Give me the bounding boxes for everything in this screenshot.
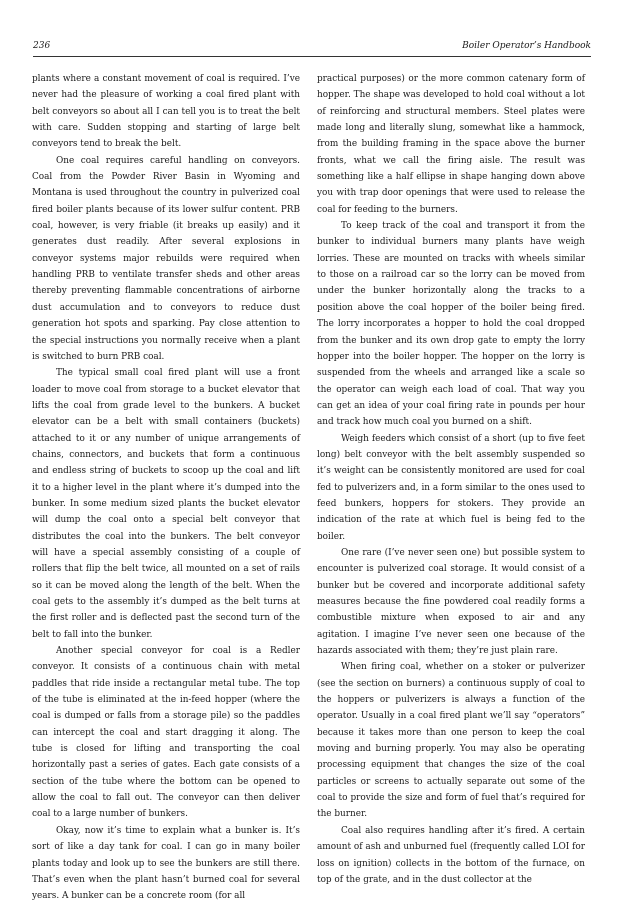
page-number: 236 — [33, 41, 51, 51]
paragraph: Another special conveyor for coal is a Redler conveyor. It consists of a continuous chain with metal paddles that ride inside a rectangular metal tube. The top of the tube is eliminated at the in-feed hopper (where the coal is dumped or falls from a storage pile) so the paddles can intercept the coal and start dragging it along. The tube is closed for lifting and transporting the coal horizontally past a series of gates. Each gate consists of a section of the tube where the bottom can be opened to allow the coal to fall out. The conveyor can then deliver coal to a large number of bunkers. — [32, 646, 300, 820]
paragraph: To keep track of the coal and transport it from the bunker to individual burners many plants have weigh lorries. These are mounted on tracks with wheels similar to those on a railroad car so the lorry can be moved from under the bunker horizontally along the tracks to a position above the coal hopper of the boiler being fired. The lorry incorporates a hopper to hold the coal dropped from the bunker and its own drop gate to empty the lorry hopper into the boiler hopper. The hopper on the lorry is suspended from the wheels and arranged like a scale so the operator can weigh each load of coal. That way you can get an idea of your coal firing rate in pounds per hour and track how much coal you burned on a shift. — [317, 221, 585, 428]
paragraph: plants where a constant movement of coal is required. I’ve never had the pleasure of working a coal fired plant with belt conveyors so about all I can tell you is to treat the belt with care. Sudden stopping and starting of large belt conveyors tend to break the belt. — [32, 74, 300, 150]
running-head: Boiler Operator’s Handbook — [462, 41, 591, 51]
paragraph: Weigh feeders which consist of a short (up to five feet long) belt conveyor with the belt assembly suspended so it’s weight can be consistently monitored are used for coal fed to pulverizers and, in a form similar to the ones used to feed bunkers, hoppers for stokers. They provide an indication of the rate at which fuel is being fed to the boiler. — [317, 433, 585, 542]
left-column — [32, 71, 300, 902]
paragraph: Okay, now it’s time to explain what a bunker is. It’s sort of like a day tank for coal. I can go in many boiler plants today and look up to see the bunkers are still there. That’s even when the plant hasn’t burned coal for several years. A bunker can be a concrete room (for all — [32, 825, 300, 902]
paragraph: Coal also requires handling after it’s fired. A certain amount of ash and unburned fuel (frequently called LOI for loss on ignition) collects in the bottom of the furnace, on top of the grate, and in the dust collector at the — [317, 825, 585, 885]
paragraph: One rare (I’ve never seen one) but possible system to encounter is pulverized coal storage. It would consist of a bunker but be covered and incorporate additional safety measures because the fine powdered coal readily forms a combustible mixture when exposed to air and any agitation. I imagine I’ve never seen one because of the hazards associated with them; they’re just plain rare. — [317, 547, 585, 657]
paragraph: practical purposes) or the more common catenary form of hopper. The shape was developed to hold coal without a lot of reinforcing and structural members. Steel plates were made long and literally slung, somewhat like a hammock, from the building framing in the space above the burner fronts, what we call the firing aisle. The result was something like a half ellipse in shape hanging down above you with trap door openings that were used to release the coal for feeding to the burners. — [317, 74, 585, 215]
page-header — [33, 41, 591, 57]
right-column — [317, 71, 585, 885]
paragraph: One coal requires careful handling on conveyors. Coal from the Powder River Basin in Wyoming and Montana is used throughout the country in pulverized coal fired boiler plants because of its lower sulfur content. PRB coal, however, is very friable (it breaks up easily) and it generates dust readily. After several explosions in conveyor systems major rebuilds were required when handling PRB to ventilate transfer sheds and other areas thereby preventing flammable concentrations of airborne dust accumulation and to conveyors to reduce dust generation hot spots and sparking. Pay close attention to the special instructions you normally receive when a plant is switched to burn PRB coal. — [32, 155, 300, 362]
paragraph: The typical small coal fired plant will use a front loader to move coal from storage to a bucket elevator that lifts the coal from grade level to the bunkers. A bucket elevator can be a belt with small containers (buckets) attached to it or any number of unique arrangements of chains, connectors, and buckets that form a continuous and endless string of buckets to scoop up the coal and lift it to a higher level in the plant where it’s dumped into the bunker. In some medium sized plants the bucket elevator will dump the coal onto a special belt conveyor that distributes the coal into the bunkers. The belt conveyor will have a special assembly consisting of a couple of rollers that flip the belt twice, all mounted on a set of rails so it can be moved along the length of the belt. When the coal gets to the assembly it’s dumped as the belt turns at the first roller and is deflected past the second turn of the belt to fall into the bunker. — [32, 368, 300, 640]
paragraph: When firing coal, whether on a stoker or pulverizer (see the section on burners) a continuous supply of coal to the hoppers or pulverizers is always a function of the operator. Usually in a coal fired plant we’ll say “operators” because it takes more than one person to keep the coal moving and burning properly. You may also be operating processing equipment that changes the size of the coal particles or screens to actually separate out some of the coal to provide the size and form of fuel that’s required for the burner. — [317, 662, 585, 820]
header-rule — [33, 56, 591, 57]
